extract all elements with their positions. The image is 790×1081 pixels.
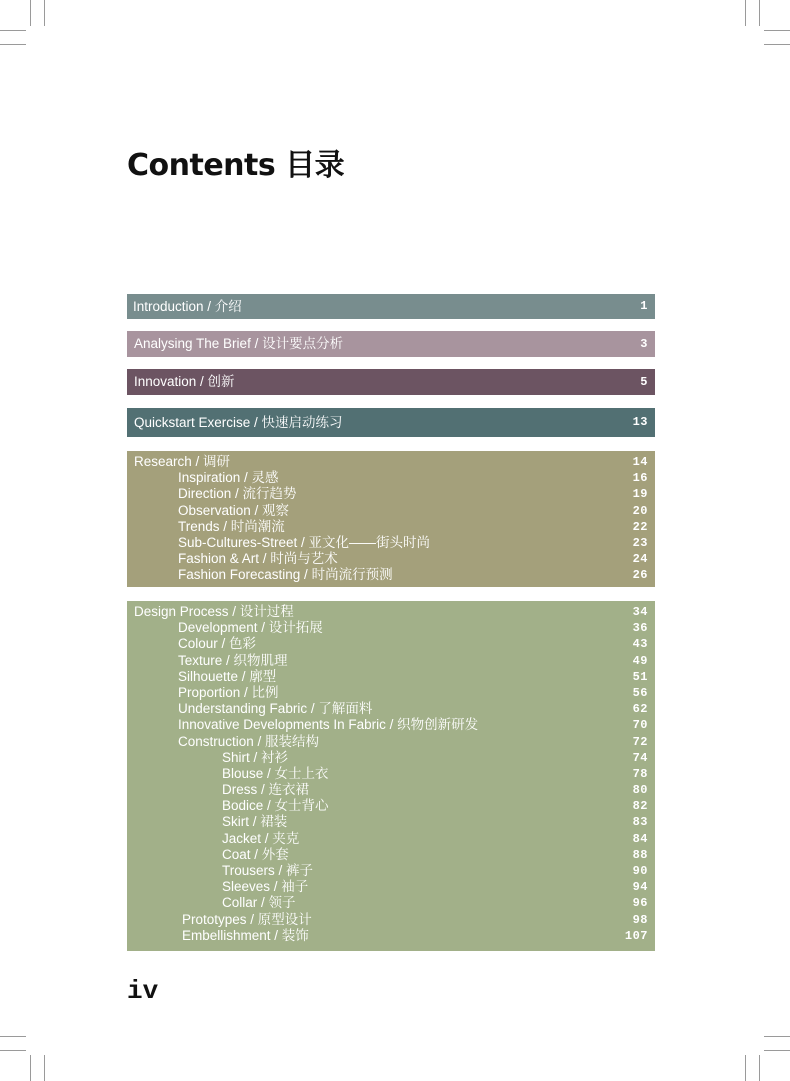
toc-entry-page: 24 xyxy=(632,552,648,567)
toc-entry-page: 56 xyxy=(632,685,648,700)
section-intro xyxy=(127,294,655,319)
toc-entry-label: Introduction / 介绍 xyxy=(133,299,242,314)
crop-mark xyxy=(764,1036,790,1037)
crop-mark xyxy=(764,30,790,31)
toc-entry-page: 83 xyxy=(632,815,648,830)
toc-entry[interactable] xyxy=(127,408,655,437)
toc-entry[interactable] xyxy=(127,847,655,863)
toc-entry-page: 51 xyxy=(632,669,648,684)
toc-entry-label: Sub-Cultures-Street / 亚文化——街头时尚 xyxy=(178,534,431,550)
toc-entry-label: Bodice / 女士背心 xyxy=(222,798,329,814)
toc-entry[interactable] xyxy=(127,782,655,798)
crop-mark xyxy=(30,1055,31,1081)
toc-entry-page: 26 xyxy=(632,568,648,583)
toc-entry-label: Design Process / 设计过程 xyxy=(134,604,294,619)
toc-entry[interactable] xyxy=(127,653,655,669)
toc-entry[interactable] xyxy=(127,895,655,911)
toc-entry-page: 82 xyxy=(632,799,648,814)
toc-entry-page: 49 xyxy=(632,653,648,668)
toc-entry-label: Prototypes / 原型设计 xyxy=(182,911,312,927)
toc-entry-page: 22 xyxy=(632,519,648,534)
toc-entry[interactable] xyxy=(127,331,655,357)
toc-entry-label: Inspiration / 灵感 xyxy=(178,470,279,486)
toc-entry-label: Development / 设计拓展 xyxy=(178,620,323,636)
toc-entry-page: 43 xyxy=(632,637,648,652)
toc-entry[interactable] xyxy=(127,863,655,879)
section-research xyxy=(127,451,655,587)
crop-mark xyxy=(759,1055,760,1081)
crop-mark xyxy=(0,30,26,31)
crop-mark xyxy=(0,44,26,45)
toc-entry-page: 74 xyxy=(632,750,648,765)
toc-entry-label: Silhouette / 廓型 xyxy=(178,668,277,684)
section-brief xyxy=(127,331,655,357)
crop-mark xyxy=(764,44,790,45)
toc-entry[interactable] xyxy=(127,551,655,567)
toc-entry[interactable] xyxy=(127,701,655,717)
toc-entry-label: Trousers / 裤子 xyxy=(222,863,314,878)
toc-entry[interactable] xyxy=(127,717,655,733)
toc-entry-label: Blouse / 女士上衣 xyxy=(222,765,329,781)
toc-entry-label: Fashion & Art / 时尚与艺术 xyxy=(178,551,338,567)
toc-entry[interactable] xyxy=(127,454,655,470)
toc-entry[interactable] xyxy=(127,470,655,486)
toc-entry-page: 36 xyxy=(632,621,648,636)
toc-entry-page: 78 xyxy=(632,766,648,781)
toc-entry[interactable] xyxy=(127,814,655,830)
toc-entry[interactable] xyxy=(127,567,655,583)
toc-entry[interactable] xyxy=(127,294,655,319)
toc-entry-page: 80 xyxy=(632,783,648,798)
toc-entry-page: 13 xyxy=(632,415,648,429)
crop-mark xyxy=(745,0,746,26)
toc-entry-label: Embellishment / 装饰 xyxy=(182,927,309,943)
toc-entry-label: Analysing The Brief / 设计要点分析 xyxy=(134,336,344,351)
toc-entry[interactable] xyxy=(127,519,655,535)
page-number: iv xyxy=(127,976,159,1006)
toc-entry[interactable] xyxy=(127,669,655,685)
toc-entry-page: 107 xyxy=(624,928,648,943)
toc-entry-label: Fashion Forecasting / 时尚流行预测 xyxy=(178,567,393,583)
toc-entry[interactable] xyxy=(127,912,655,928)
toc-entry[interactable] xyxy=(127,636,655,652)
toc-entry-page: 5 xyxy=(640,375,648,389)
section-quickstart xyxy=(127,408,655,437)
toc-entry[interactable] xyxy=(127,604,655,620)
toc-entry-page: 70 xyxy=(632,718,648,733)
toc-entry-label: Construction / 服装结构 xyxy=(178,733,320,749)
toc-entry-label: Understanding Fabric / 了解面料 xyxy=(178,701,373,717)
toc-entry-label: Skirt / 裙装 xyxy=(222,814,288,830)
toc-entry-page: 72 xyxy=(632,734,648,749)
toc-entry-page: 94 xyxy=(632,880,648,895)
crop-mark xyxy=(0,1036,26,1037)
toc-entry-label: Research / 调研 xyxy=(134,454,231,469)
toc-entry[interactable] xyxy=(127,750,655,766)
crop-mark xyxy=(30,0,31,26)
toc-entry-page: 90 xyxy=(632,864,648,878)
section-innovation xyxy=(127,369,655,395)
toc-entry-page: 88 xyxy=(632,847,648,862)
toc-entry-label: Jacket / 夹克 xyxy=(222,830,300,846)
toc-entry-label: Innovative Developments In Fabric / 织物创新研发 xyxy=(178,717,479,733)
toc-entry-label: Dress / 连衣裙 xyxy=(222,782,310,798)
page-title: Contents 目录 xyxy=(127,148,345,184)
toc-entry[interactable] xyxy=(127,369,655,395)
toc-entry[interactable] xyxy=(127,734,655,750)
toc-entry-page: 19 xyxy=(632,487,648,502)
toc-entry-label: Texture / 织物肌理 xyxy=(178,652,288,668)
toc-entry[interactable] xyxy=(127,928,655,944)
crop-mark xyxy=(44,0,45,26)
toc-entry-label: Proportion / 比例 xyxy=(178,684,279,700)
toc-entry-page: 34 xyxy=(632,605,648,619)
toc-entry-label: Innovation / 创新 xyxy=(134,374,235,389)
crop-mark xyxy=(44,1055,45,1081)
toc-entry-page: 96 xyxy=(632,896,648,911)
toc-entry[interactable] xyxy=(127,503,655,519)
toc-entry-label: Colour / 色彩 xyxy=(178,636,257,652)
toc-entry-page: 23 xyxy=(632,535,648,550)
toc-entry-page: 3 xyxy=(640,337,648,351)
toc-entry-label: Trends / 时尚潮流 xyxy=(178,518,285,534)
toc-entry-page: 16 xyxy=(632,471,648,486)
toc-entry-label: Sleeves / 袖子 xyxy=(222,879,309,895)
toc-entry-label: Shirt / 衬衫 xyxy=(222,749,289,765)
toc-entry-label: Direction / 流行趋势 xyxy=(178,486,297,502)
toc-entry[interactable] xyxy=(127,831,655,847)
toc-entry-page: 20 xyxy=(632,503,648,518)
toc-entry-page: 84 xyxy=(632,831,648,846)
crop-mark xyxy=(745,1055,746,1081)
toc-entry[interactable] xyxy=(127,535,655,551)
section-design xyxy=(127,601,655,951)
crop-mark xyxy=(764,1050,790,1051)
crop-mark xyxy=(759,0,760,26)
toc-entry-page: 98 xyxy=(632,912,648,927)
toc-entry-page: 1 xyxy=(640,299,648,313)
toc-entry[interactable] xyxy=(127,685,655,701)
toc-entry[interactable] xyxy=(127,798,655,814)
toc-entry[interactable] xyxy=(127,766,655,782)
toc-entry-label: Collar / 领子 xyxy=(222,895,296,911)
crop-mark xyxy=(0,1050,26,1051)
toc-entry-label: Quickstart Exercise / 快速启动练习 xyxy=(134,415,343,430)
toc-entry-label: Observation / 观察 xyxy=(178,502,290,518)
toc-entry[interactable] xyxy=(127,620,655,636)
toc-entry-page: 62 xyxy=(632,702,648,717)
toc-entry-page: 14 xyxy=(632,455,648,469)
toc-entry[interactable] xyxy=(127,486,655,502)
toc-entry-label: Coat / 外套 xyxy=(222,846,289,862)
toc-entry[interactable] xyxy=(127,879,655,895)
